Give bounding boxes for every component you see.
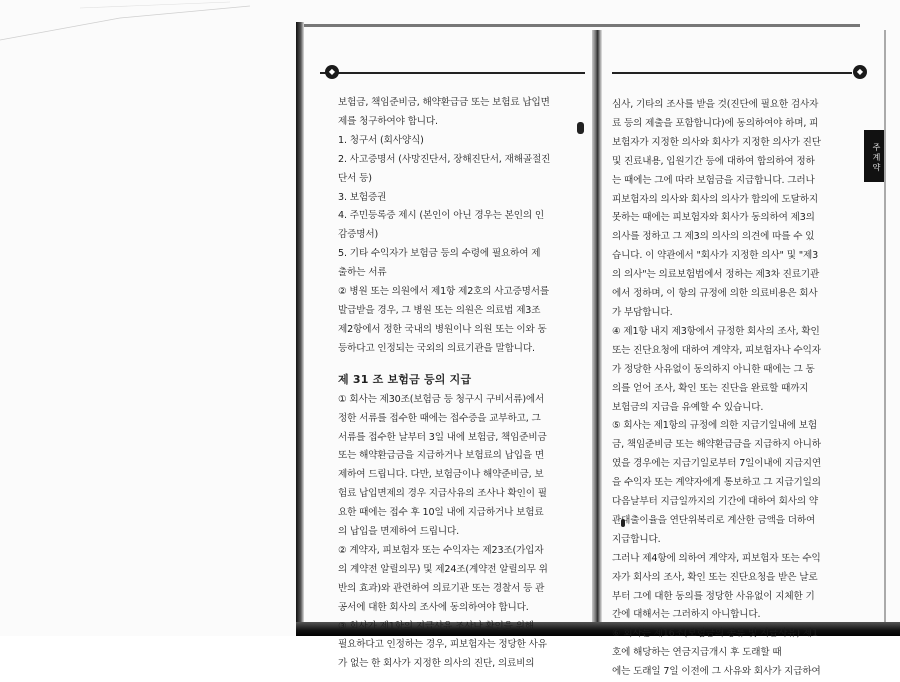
text-line: 또는 진단요청에 대하여 계약자, 피보험자나 수익자	[612, 344, 821, 356]
section-gap	[338, 359, 590, 369]
text-line: 의를 얻어 조사, 확인 또는 진단을 완료할 때까지	[612, 382, 809, 394]
text-line: 보험금, 책임준비금, 해약환급금 또는 보험료 납입면	[338, 97, 550, 108]
book-gutter	[592, 30, 602, 636]
text-line: 제하여 드립니다. 다만, 보험금이나 해약준비금, 보	[338, 469, 544, 481]
text-line: 의 납입을 면제하여 드립니다.	[338, 526, 460, 538]
page-top-edge	[300, 24, 860, 27]
text-line: 단서 등)	[338, 172, 372, 184]
text-line: ④ 제1항 내지 제3항에서 규정한 회사의 조사, 확인	[612, 325, 820, 337]
text-line: 출하는 서류	[338, 267, 387, 279]
text-line: ③ 회사가 제1항의 지급사유 조사나 확인을 위해	[338, 620, 534, 632]
text-line: 험료 납입면제의 경우 지급사유의 조사나 확인이 필	[338, 488, 547, 500]
text-line: 였을 경우에는 지급기일로부터 7일이내에 지급지연	[612, 458, 822, 470]
text-line: 발급받을 경우, 그 병원 또는 의원은 의료법 제3조	[338, 304, 541, 316]
text-line: 정한 서류를 접수한 때에는 접수증을 교부하고, 그	[338, 412, 541, 424]
text-line: 금, 책임준비금 또는 해약환급금을 지급하지 아니하	[612, 439, 821, 451]
text-line: 서류를 접수한 날부터 3일 내에 보험금, 책임준비금	[338, 431, 547, 443]
right-header-rule	[612, 72, 852, 74]
text-line: ⑥ 회사는 제16조(보험금의 종류 및 지급사유) 제1	[612, 628, 818, 640]
left-page-text	[338, 94, 590, 674]
text-line: 그러나 제4항에 의하여 계약자, 피보험자 또는 수익	[612, 552, 821, 564]
text-line: 습니다. 이 약관에서 "회사가 지정한 의사" 및 "제3	[612, 250, 819, 262]
text-line: 감증명서)	[338, 229, 379, 241]
text-line: 에서 정하며, 이 항의 규정에 의한 의료비용은 회사	[612, 288, 818, 300]
text-line: 을 수익자 또는 계약자에게 통보하고 그 지급기일의	[612, 477, 821, 489]
text-line: 3. 보험증권	[338, 191, 387, 203]
text-line: 의사를 정하고 그 제3의 의사의 의견에 따를 수 있	[612, 231, 815, 243]
text-line: 관대출이율을 연단위복리로 계산한 금액을 더하여	[612, 514, 816, 526]
text-line: 반의 효과)와 관련하여 의료기관 또는 경찰서 등 관	[338, 582, 545, 594]
text-line: ② 병원 또는 의원에서 제1항 제2호의 사고증명서를	[338, 286, 549, 298]
left-header-rule	[320, 72, 585, 74]
text-line: 등하다고 인정되는 국외의 의료기관을 말합니다.	[338, 342, 535, 354]
text-line: 및 진료내용, 입원기간 등에 대하여 합의하여 정하	[612, 155, 815, 167]
text-line: 또는 해약환급금을 지급하거나 보험료의 납입을 면	[338, 450, 544, 462]
text-line: 가 없는 한 회사가 지정한 의사의 진단, 의료비의	[338, 658, 535, 670]
text-line: 다음날부터 지급일까지의 기간에 대하여 회사의 약	[612, 496, 818, 508]
text-line: 심사, 기타의 조사를 받을 것(진단에 필요한 검사자	[612, 99, 819, 110]
text-line: 호에 해당하는 연금지급개시 후 도래할 때	[612, 647, 782, 659]
text-line: ⑤ 회사는 제1항의 규정에 의한 지급기일내에 보험	[612, 420, 818, 432]
text-line: 1. 청구서 (회사양식)	[338, 134, 424, 146]
text-line: 제2항에서 정한 국내의 병원이나 의원 또는 이와 동	[338, 323, 547, 335]
text-line: 에는 도래일 7일 이전에 그 사유와 회사가 지급하여	[612, 666, 821, 678]
text-line: 보험금의 지급을 유예할 수 있습니다.	[612, 401, 764, 413]
text-line: ② 계약자, 피보험자 또는 수익자는 제23조(가입자	[338, 544, 544, 556]
text-line: 료 등의 제출을 포함합니다)에 동의하여야 하며, 피	[612, 117, 819, 129]
left-scan-shadow	[296, 22, 304, 634]
text-line: 자가 회사의 조사, 확인 또는 진단요청을 받은 날로	[612, 571, 818, 583]
text-line: 부터 그에 대한 동의를 정당한 사유없이 지체한 기	[612, 590, 815, 602]
text-line: 의 계약전 알릴의무) 및 제24조(계약전 알릴의무 위	[338, 563, 548, 575]
text-line: 간에 대해서는 그러하지 아니합니다.	[612, 609, 761, 621]
text-line: 보험자가 지정한 의사와 회사가 지정한 의사가 진단	[612, 136, 821, 148]
text-line: 4. 주민등록증 제시 (본인이 아닌 경우는 본인의 인	[338, 210, 544, 222]
page-right-edge	[884, 30, 886, 622]
text-line: 요한 때에는 접수 후 10일 내에 지급하거나 보험료	[338, 507, 544, 519]
text-line: 못하는 때에는 피보험자와 회사가 동의하여 제3의	[612, 212, 815, 224]
right-page-ornament-icon: ◆	[853, 65, 867, 79]
text-line: 가 부담합니다.	[612, 306, 673, 318]
text-line: 공서에 대한 회사의 조사에 동의하여야 합니다.	[338, 601, 529, 613]
text-line: 는 때에는 그에 따라 보험금을 지급합니다. 그러나	[612, 174, 815, 186]
text-line: ① 회사는 제30조(보험금 등 청구시 구비서류)에서	[338, 393, 545, 405]
text-line: 제를 청구하여야 합니다.	[338, 115, 438, 127]
text-line: 의 의사"는 의료보험법에서 정하는 제3차 진료기관	[612, 269, 820, 281]
text-line: 피보험자의 의사와 회사의 의사가 합의에 도달하지	[612, 193, 818, 205]
text-line: 가 정당한 사유없이 동의하지 아니한 때에는 그 동	[612, 363, 815, 375]
scan-artifact-lines	[0, 0, 300, 60]
left-page-ornament-icon: ◆	[325, 65, 339, 79]
side-section-tab: 주계약	[864, 130, 884, 182]
text-line: 5. 기타 수익자가 보험금 등의 수령에 필요하여 제	[338, 248, 541, 260]
text-line: 필요하다고 인정하는 경우, 피보험자는 정당한 사유	[338, 639, 547, 651]
right-page-text	[612, 96, 858, 682]
text-line: 지급합니다.	[612, 533, 661, 545]
text-line: 2. 사고증명서 (사망진단서, 장해진단서, 재해골절진	[338, 153, 551, 165]
section-heading: 제 31 조 보험금 등의 지급	[338, 372, 472, 386]
